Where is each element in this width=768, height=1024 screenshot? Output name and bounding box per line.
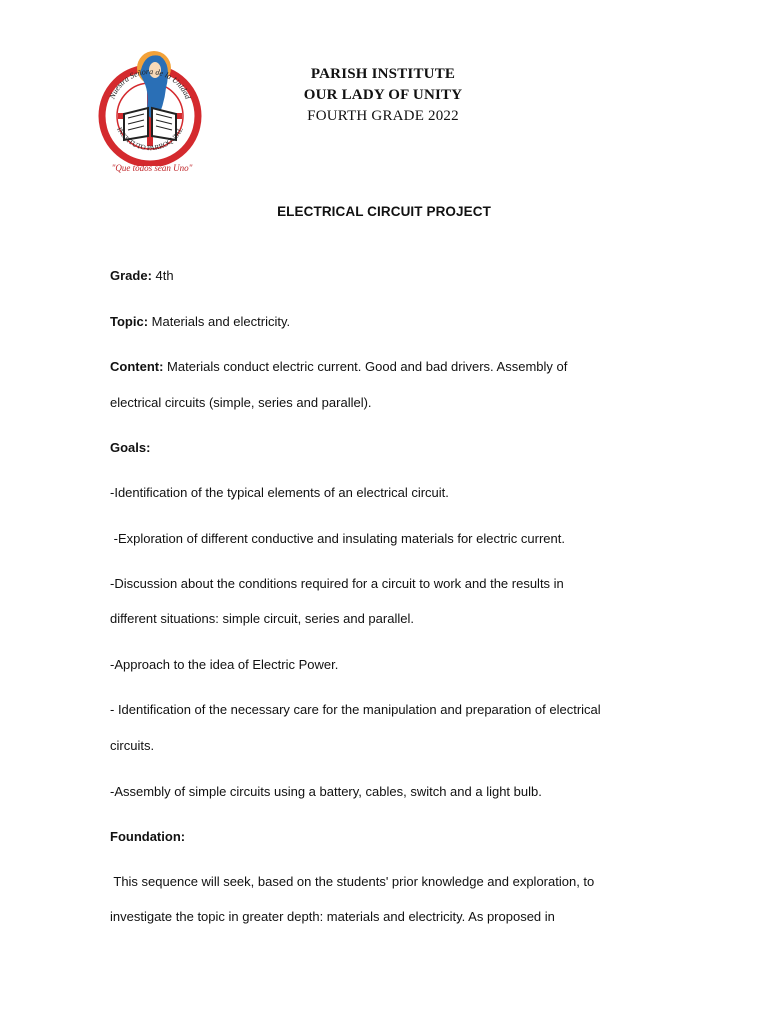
content-label: Content: [110,359,164,374]
header-institute: PARISH INSTITUTE [310,66,456,82]
foundation-label: Foundation: [110,829,186,844]
goal-item-continuation: circuits. [110,738,155,753]
content-field [110,358,670,376]
goal-item-continuation: different situations: simple circuit, series and parallel. [110,611,414,626]
grade-value: 4th [151,268,174,283]
foundation-line1: This sequence will seek, based on the students' prior knowledge and exploration, to [110,874,595,889]
logo-motto: "Que todos sean Uno" [111,163,193,173]
goal-item: -Discussion about the conditions required for a circuit to work and the results in [110,576,564,591]
goal-item: -Assembly of simple circuits using a battery, cables, switch and a light bulb. [110,784,542,799]
content-value-line1: Materials conduct electric current. Good and bad drivers. Assembly of [163,359,568,374]
goals-heading [110,439,670,457]
topic-field [110,313,670,331]
foundation-line2: investigate the topic in greater depth: materials and electricity. As proposed in [110,909,555,924]
topic-value: Materials and electricity. [148,314,291,329]
page-title: ELECTRICAL CIRCUIT PROJECT [277,204,491,219]
grade-label: Grade: [110,268,152,283]
header-grade-year: FOURTH GRADE 2022 [307,108,459,124]
logo-ring-text-bottom: INSTITUTO PARROQUIAL [115,125,185,153]
grade-field [110,267,670,285]
goals-label: Goals: [110,440,151,455]
content-value-line2: electrical circuits (simple, series and parallel). [110,395,372,410]
goal-item: -Identification of the typical elements of an electrical circuit. [110,485,449,500]
goal-item: -Approach to the idea of Electric Power. [110,657,339,672]
header-school-name: OUR LADY OF UNITY [303,87,463,103]
goal-item: - Identification of the necessary care for the manipulation and preparation of electrical [110,702,601,717]
topic-label: Topic: [110,314,149,329]
goal-item: -Exploration of different conductive and insulating materials for electric current. [110,531,565,546]
foundation-heading [110,828,670,846]
logo-ring-text-top: Nuestra Señora de la Unidad [107,66,193,101]
document-header [258,64,508,127]
school-logo [94,44,206,180]
